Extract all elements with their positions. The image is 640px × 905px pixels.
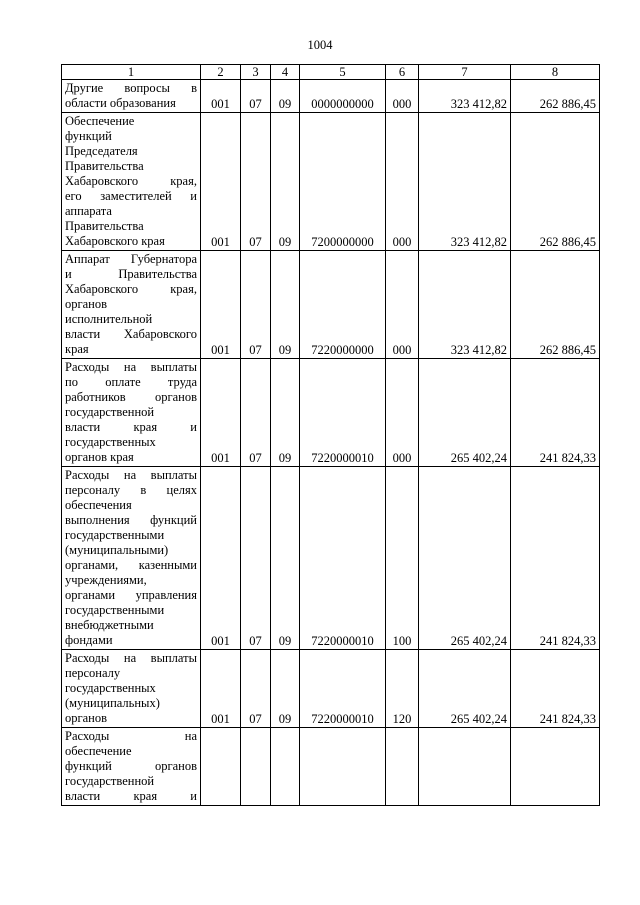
code-expense-type: 000 [386, 251, 419, 359]
amount-year-1: 323 412,82 [419, 113, 511, 251]
code-ministry: 001 [201, 650, 241, 728]
code-expense-type: 000 [386, 113, 419, 251]
code-ministry: 001 [201, 113, 241, 251]
code-ministry: 001 [201, 359, 241, 467]
code-ministry [201, 728, 241, 806]
amount-year-2: 241 824,33 [511, 650, 600, 728]
code-subsection [271, 728, 300, 806]
row-name-line: по оплате труда [65, 375, 197, 389]
row-name-line: государственных [65, 435, 156, 449]
row-name-line: Хабаровского края, [65, 282, 197, 296]
table-row [62, 251, 600, 359]
row-name-line: персоналу [65, 666, 121, 680]
row-name-line: исполнительной [65, 312, 153, 326]
code-subsection: 09 [271, 359, 300, 467]
row-name-line: государственными [65, 603, 165, 617]
row-name-line: власти края и [65, 420, 197, 434]
code-section [241, 728, 271, 806]
row-name [62, 113, 201, 251]
table-row [62, 728, 600, 806]
amount-year-1 [419, 728, 511, 806]
code-expense-type: 100 [386, 467, 419, 650]
code-subsection: 09 [271, 467, 300, 650]
code-target-article: 7220000010 [300, 359, 386, 467]
row-name-line: государственными [65, 528, 165, 542]
table-row [62, 359, 600, 467]
row-name [62, 467, 201, 650]
row-name-line: персоналу в целях [65, 483, 197, 497]
code-target-article: 7220000010 [300, 467, 386, 650]
code-section: 07 [241, 113, 271, 251]
code-expense-type: 000 [386, 80, 419, 113]
column-number-row [62, 65, 600, 80]
table-row [62, 113, 600, 251]
row-name-line: органами управления [65, 588, 197, 602]
column-header: 2 [201, 65, 241, 80]
code-ministry: 001 [201, 251, 241, 359]
row-name-line: Председателя [65, 144, 138, 158]
row-name-line: государственной [65, 774, 155, 788]
column-header: 5 [300, 65, 386, 80]
table-row [62, 650, 600, 728]
row-name [62, 650, 201, 728]
row-name-line: учреждениями, [65, 573, 147, 587]
code-subsection: 09 [271, 251, 300, 359]
row-name-line: власти края и [65, 789, 197, 803]
row-name-line: органами, казенными [65, 558, 197, 572]
column-header: 1 [62, 65, 201, 80]
amount-year-1: 265 402,24 [419, 650, 511, 728]
code-section: 07 [241, 650, 271, 728]
code-expense-type: 120 [386, 650, 419, 728]
code-target-article: 7220000010 [300, 650, 386, 728]
row-name [62, 251, 201, 359]
code-target-article: 7220000000 [300, 251, 386, 359]
row-name-line: государственных [65, 681, 156, 695]
code-target-article: 7200000000 [300, 113, 386, 251]
amount-year-2: 241 824,33 [511, 359, 600, 467]
column-header: 6 [386, 65, 419, 80]
row-name-line: Расходы на выплаты [65, 468, 197, 482]
row-name-line: Аппарат Губернатора [65, 252, 197, 266]
amount-year-1: 323 412,82 [419, 80, 511, 113]
column-header: 7 [419, 65, 511, 80]
row-name-line: обеспечения [65, 498, 132, 512]
amount-year-1: 265 402,24 [419, 467, 511, 650]
amount-year-2 [511, 728, 600, 806]
row-name-line: Обеспечение [65, 114, 135, 128]
row-name-line: и Правительства [65, 267, 197, 281]
code-section: 07 [241, 359, 271, 467]
column-header: 4 [271, 65, 300, 80]
row-name-line: органов [65, 297, 108, 311]
column-header: 8 [511, 65, 600, 80]
row-name-line: области образования [65, 96, 176, 110]
row-name-line: его заместителей и [65, 189, 197, 203]
code-expense-type [386, 728, 419, 806]
row-name-line: работников органов [65, 390, 197, 404]
row-name-line: органов [65, 711, 108, 725]
row-name-line: обеспечение [65, 744, 132, 758]
row-name-line: Правительства [65, 159, 144, 173]
row-name-line: Другие вопросы в [65, 81, 197, 95]
code-ministry: 001 [201, 80, 241, 113]
row-name-line: власти Хабаровского [65, 327, 197, 341]
row-name-line: (муниципальными) [65, 543, 169, 557]
row-name-line: Правительства [65, 219, 144, 233]
table-row [62, 80, 600, 113]
amount-year-2: 262 886,45 [511, 251, 600, 359]
code-ministry: 001 [201, 467, 241, 650]
column-header: 3 [241, 65, 271, 80]
amount-year-1: 323 412,82 [419, 251, 511, 359]
code-section: 07 [241, 251, 271, 359]
code-section: 07 [241, 80, 271, 113]
page-number: 1004 [307, 38, 333, 52]
row-name-line: Хабаровского края, [65, 174, 197, 188]
amount-year-2: 262 886,45 [511, 80, 600, 113]
code-subsection: 09 [271, 80, 300, 113]
row-name-line: аппарата [65, 204, 112, 218]
row-name [62, 359, 201, 467]
row-name-line: функций органов [65, 759, 197, 773]
row-name-line: органов края [65, 450, 134, 464]
code-expense-type: 000 [386, 359, 419, 467]
code-subsection: 09 [271, 650, 300, 728]
row-name-line: Расходы на выплаты [65, 360, 197, 374]
row-name-line: выполнения функций [65, 513, 197, 527]
row-name-line: фондами [65, 633, 113, 647]
row-name-line: Расходы на [65, 729, 197, 743]
budget-table [61, 64, 600, 806]
row-name-line: государственной [65, 405, 155, 419]
code-target-article: 0000000000 [300, 80, 386, 113]
row-name-line: края [65, 342, 89, 356]
amount-year-1: 265 402,24 [419, 359, 511, 467]
row-name [62, 80, 201, 113]
row-name-line: Хабаровского края [65, 234, 165, 248]
row-name-line: (муниципальных) [65, 696, 160, 710]
code-section: 07 [241, 467, 271, 650]
row-name-line: внебюджетными [65, 618, 154, 632]
code-target-article [300, 728, 386, 806]
amount-year-2: 262 886,45 [511, 113, 600, 251]
row-name [62, 728, 201, 806]
row-name-line: Расходы на выплаты [65, 651, 197, 665]
table-row [62, 467, 600, 650]
amount-year-2: 241 824,33 [511, 467, 600, 650]
code-subsection: 09 [271, 113, 300, 251]
row-name-line: функций [65, 129, 112, 143]
